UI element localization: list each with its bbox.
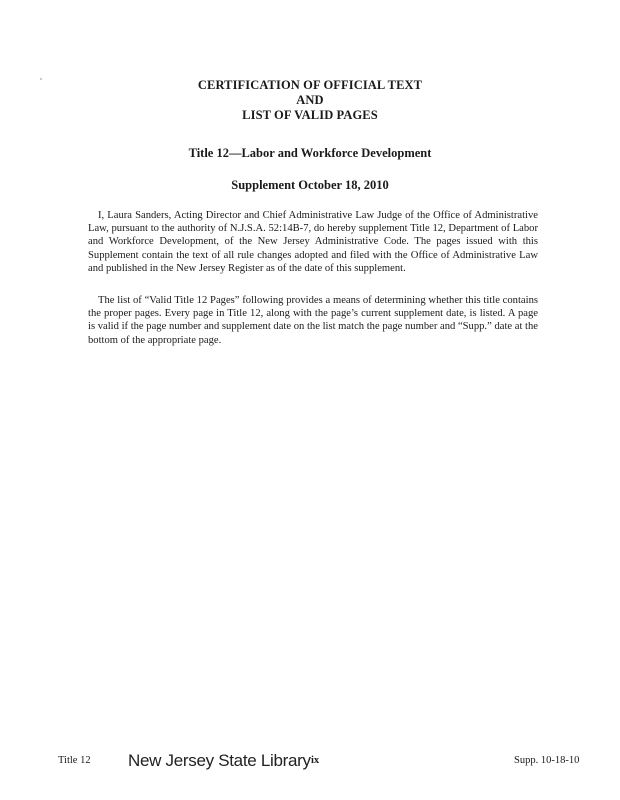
heading-line-3: LIST OF VALID PAGES (242, 108, 378, 122)
page-footer (0, 752, 620, 772)
footer-title: Title 12 (58, 755, 91, 766)
library-stamp: New Jersey State Library (128, 751, 311, 770)
valid-pages-paragraph (88, 294, 538, 347)
certification-heading (0, 78, 620, 123)
heading-line-2: AND (296, 93, 324, 107)
footer-supplement-date: Supp. 10-18-10 (514, 755, 580, 766)
certification-paragraph (88, 209, 538, 275)
title-heading: Title 12—Labor and Workforce Development (188, 146, 432, 160)
paragraph-1: I, Laura Sanders, Acting Director and Chief Administrative Law Judge of the Office of Administrative Law, pursuant to the authority of N.J.S.A. 52:14B-7, do hereby supplement Title 12, Department of Labor and Workforce Development, of the New Jersey Administrative Code. The pages issued with this Supplement contain the text of all rule changes adopted and filed with the Office of Administrative Law and published in the New Jersey Register as of the date of this supplement. (88, 210, 538, 274)
page-number: ix (311, 755, 320, 766)
heading-line-1: CERTIFICATION OF OFFICIAL TEXT (197, 78, 423, 92)
paragraph-2: The list of “Valid Title 12 Pages” following provides a means of determining whether this title contains the proper pages. Every page in Title 12, along with the page’s current supplement date, is listed. A page is valid if the page number and supplement date on the list match the page number and “Supp.” date at the bottom of the appropriate page. (88, 295, 538, 346)
supplement-date-heading: Supplement October 18, 2010 (231, 178, 389, 192)
